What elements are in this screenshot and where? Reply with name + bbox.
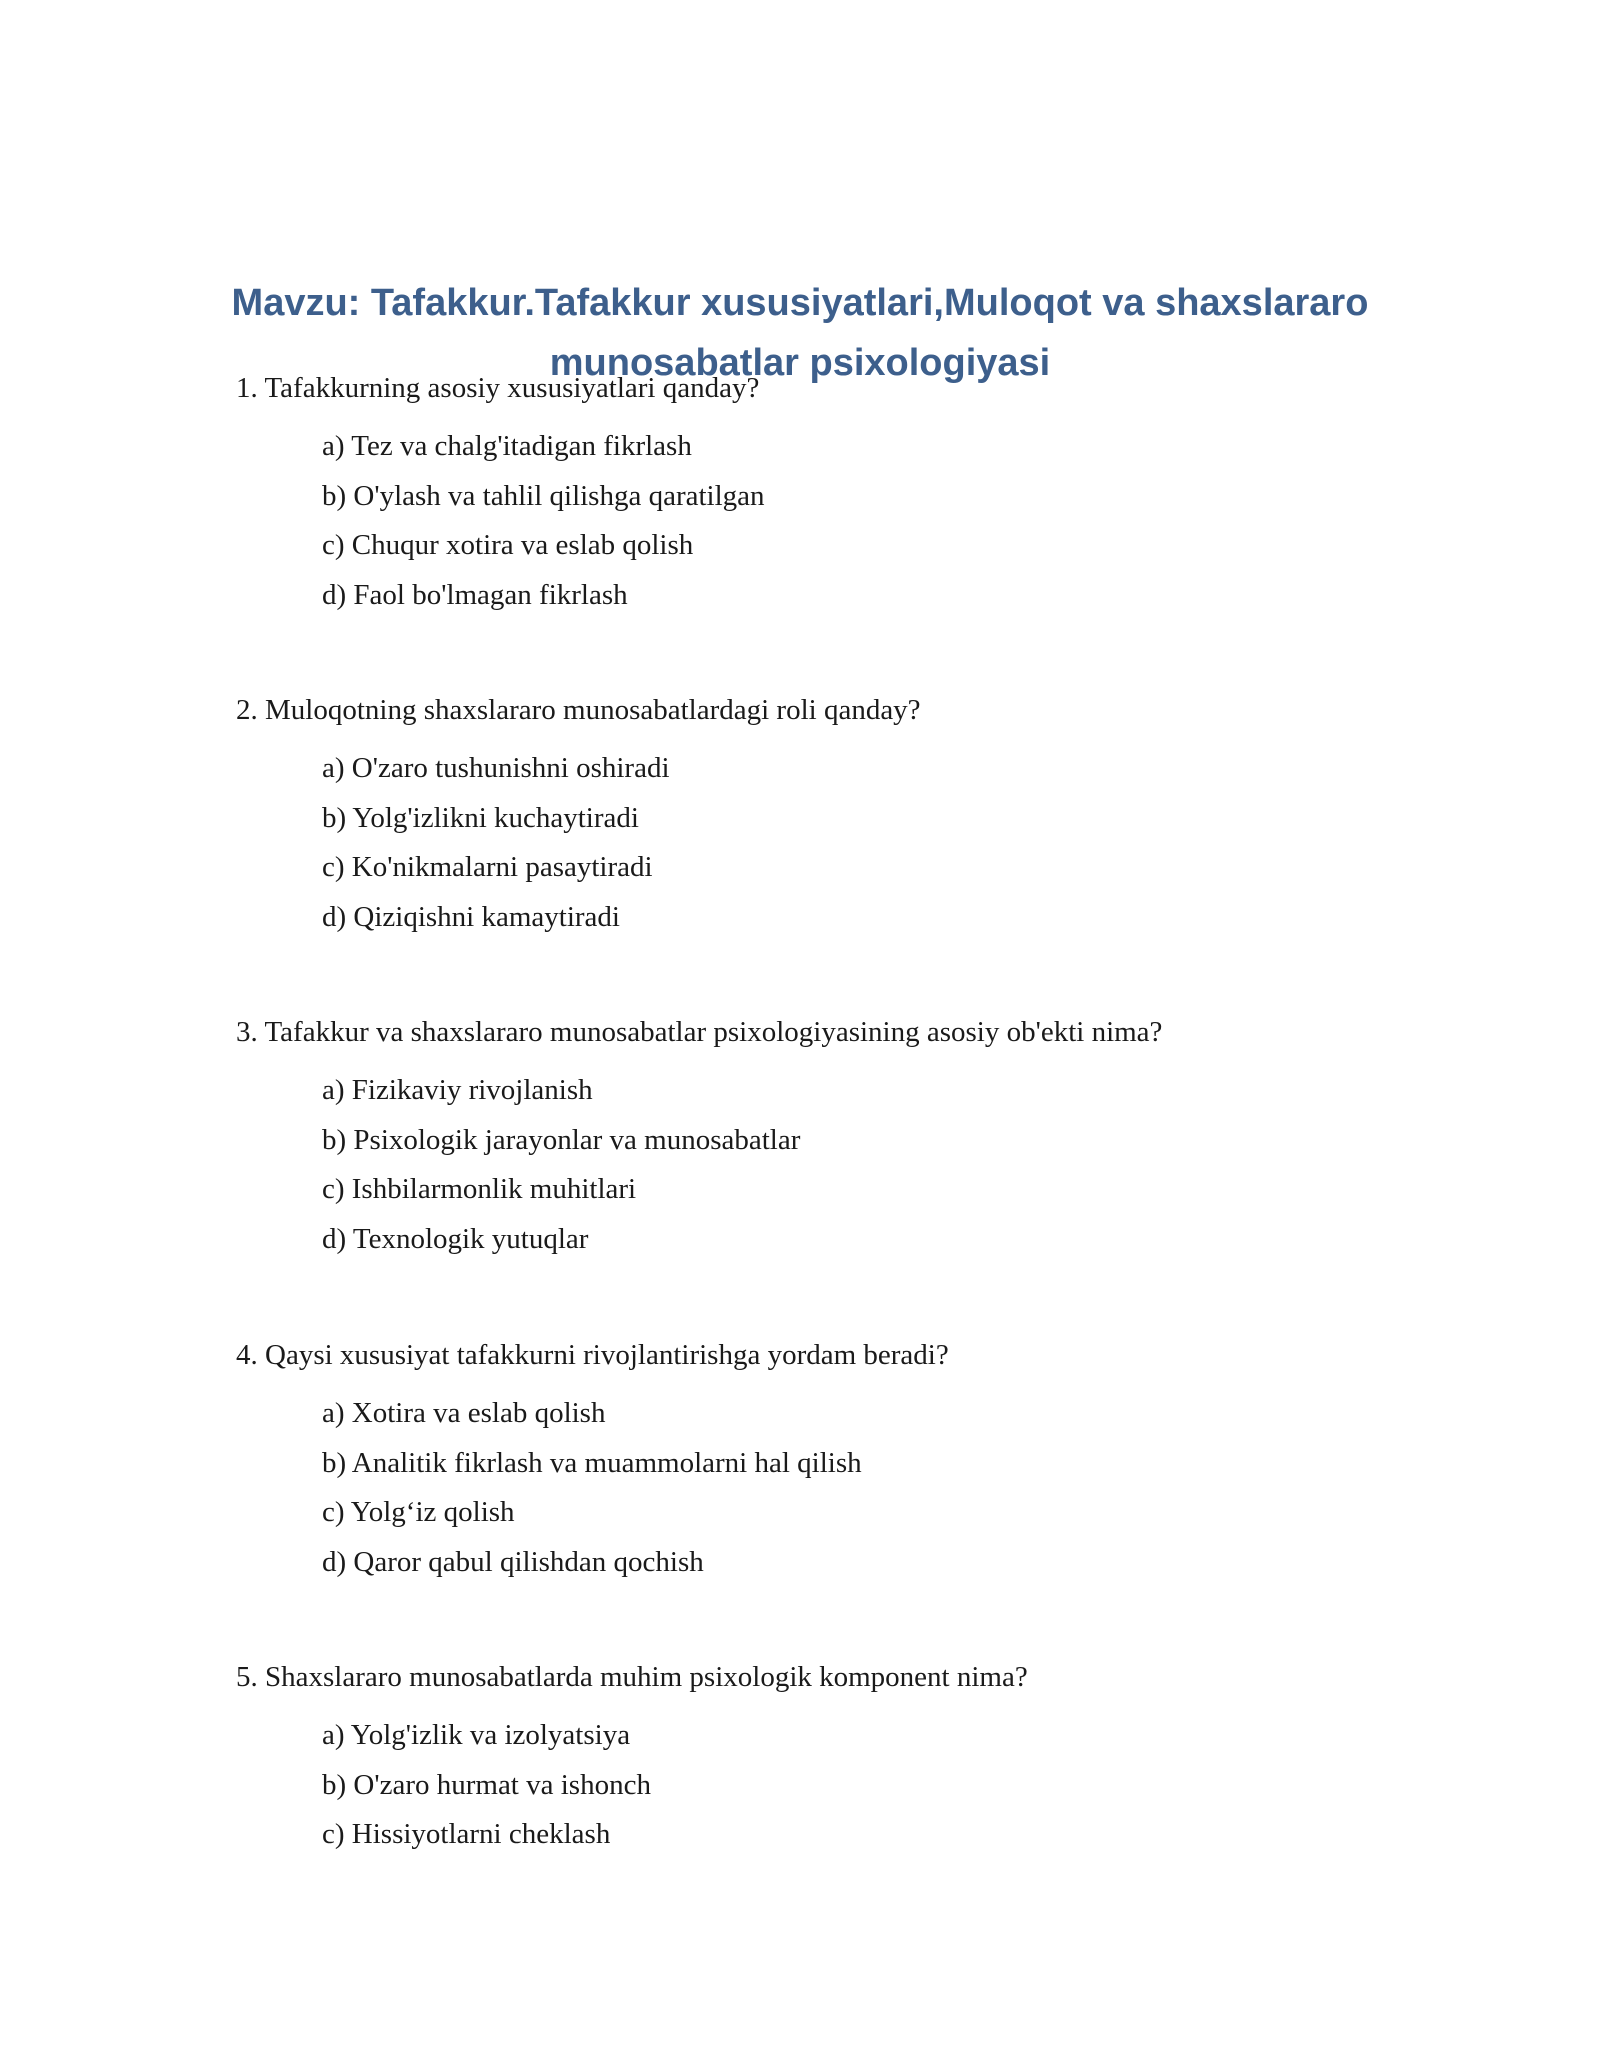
answer-option: a) Xotira va eslab qolish: [322, 1397, 606, 1429]
question-2: [236, 690, 1436, 942]
question-text: 3. Tafakkur va shaxslararo munosabatlar psixologiyasining asosiy ob'ekti nima?: [236, 1016, 1163, 1048]
answer-options: [322, 744, 1436, 942]
answer-options: [322, 422, 1436, 620]
answer-option: a) O'zaro tushunishni oshiradi: [322, 752, 670, 784]
question-text: 5. Shaxslararo munosabatlarda muhim psixologik komponent nima?: [236, 1661, 1028, 1693]
answer-option: d) Texnologik yutuqlar: [322, 1222, 589, 1255]
question-5: [236, 1657, 1436, 1860]
answer-option: b) Psixologik jarayonlar va munosabatlar: [322, 1123, 801, 1156]
answer-option: a) Fizikaviy rivojlanish: [322, 1074, 593, 1106]
answer-option: d) Faol bo'lmagan fikrlash: [322, 578, 628, 611]
title-line-2: munosabatlar psixologiyasi: [549, 342, 1051, 385]
answer-option: b) O'zaro hurmat va ishonch: [322, 1768, 651, 1801]
answer-option: b) Yolg'izlikni kuchaytiradi: [322, 801, 639, 834]
answer-option: c) Ko'nikmalarni pasaytiradi: [322, 851, 653, 883]
answer-option: d) Qiziqishni kamaytiradi: [322, 900, 620, 933]
answer-options: [322, 1389, 1436, 1587]
title-line-1: Mavzu: Tafakkur.Tafakkur xususiyatlari,Muloqot va shaxslararo: [231, 282, 1369, 325]
answer-option: c) Chuqur xotira va eslab qolish: [322, 529, 694, 561]
answer-option: a) Tez va chalg'itadigan fikrlash: [322, 430, 692, 462]
answer-option: b) O'ylash va tahlil qilishga qaratilgan: [322, 479, 765, 512]
answer-option: d) Qaror qabul qilishdan qochish: [322, 1545, 704, 1578]
answer-option: c) Ishbilarmonlik muhitlari: [322, 1173, 637, 1205]
answer-option: a) Yolg'izlik va izolyatsiya: [322, 1719, 631, 1751]
answer-option: c) Hissiyotlarni cheklash: [322, 1818, 611, 1850]
question-4: [236, 1335, 1436, 1587]
question-text: 4. Qaysi xususiyat tafakkurni rivojlantirishga yordam beradi?: [236, 1339, 949, 1371]
answer-options: [322, 1711, 1436, 1860]
answer-option: b) Analitik fikrlash va muammolarni hal qilish: [322, 1446, 862, 1479]
answer-options: [322, 1066, 1436, 1264]
question-text: 2. Muloqotning shaxslararo munosabatlardagi roli qanday?: [236, 694, 921, 726]
question-1: [236, 368, 1436, 620]
question-text: 1. Tafakkurning asosiy xususiyatlari qanday?: [236, 372, 760, 404]
question-3: [236, 1012, 1436, 1264]
answer-option: c) Yolg‘iz qolish: [322, 1496, 515, 1528]
